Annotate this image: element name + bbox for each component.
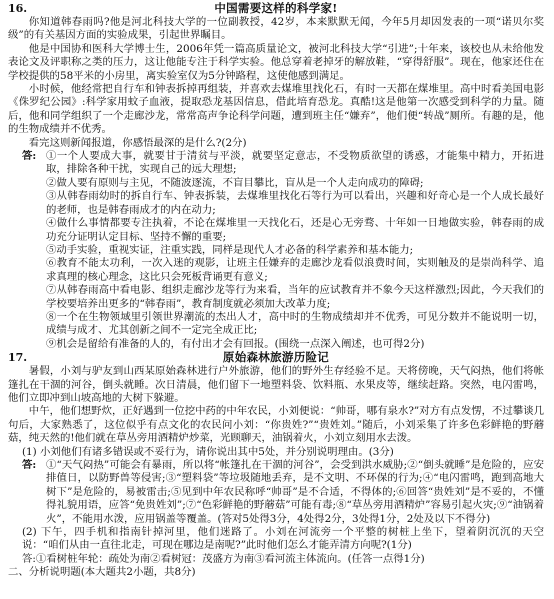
answer-point: ⑦从韩春雨高中看电影、组织走廊沙龙等行为来看，当年的应试教育并不象今天这样激烈;因此，今天我们的学校要培养出更多的“韩春雨”，教育制度就必须加大改革力度;	[46, 284, 544, 310]
q16-paragraph: 你知道韩春雨吗?他是河北科技大学的一位副教授，42岁，本来默默无闻，今年5月却因发表的一项“诺贝尔奖级”的有关基因方面的实验成果，引起世界瞩目。	[8, 16, 544, 42]
answer-point: ④做什么事情都要专注执着，不论在煤堆里一天找化石，还是心无旁骛、十年如一日地做实验，韩春雨的成功充分证明认定目标、坚持不懈的重要;	[46, 217, 544, 243]
q16-title: 中国需要这样的科学家!	[214, 1, 338, 15]
q16-answer-label: 答:	[22, 150, 37, 163]
q17-sub1-answer: ①“天气闷热”可能会有暴雨，所以将“帐篷扎在干涸的河谷”，会受到洪水威胁;②“倒头就睡”是危险的，应安排值日，以防野兽等侵害;③“塑料袋”等垃圾随地丢弃，是不文明、不环保的行为;④“电闪雷鸣，跑到高地大树下”是危险的，易被雷击;⑤见到中年农民称呼“帅哥”是不合适，不得体的;⑥回答“贵姓刘”是不妥的，不懂得礼貌用语，应答“免贵姓刘”;⑦“色彩鲜艳的野蘑菇”可能有毒;⑧“草丛旁用酒精炉”容易引起火灾;⑨“油锅着火”，不能用水泼，应用锅盖等覆盖。(答对5处得3分，4处得2分，3处得1分，2处及以下不得分)	[46, 459, 544, 525]
answer-point: ⑧一个在生物领域里引领世界潮流的杰出人才，高中时的生物成绩却并不优秀，可见分数并不能说明一切，成绩与成才、尤其创新之间不一定完全成正比;	[46, 310, 544, 337]
q17-answer-block	[8, 459, 544, 526]
answer-point: ⑨机会是留给有准备的人的，有付出才会有回报。(围绕一点深入阐述，也可得2分)	[46, 337, 425, 350]
q17-paragraph: 暑假，小刘与驴友到山西某原始森林进行户外旅游，他们的野外生存经验不足。天将傍晚，天气闷热，他们将帐篷扎在干涸的河谷，倒头就睡。次日清晨，他们留下一地塑料袋、饮料瓶、水果皮等，继续赶路。突然，电闪雷鸣，他们立即冲到山坡高地的大树下躲避。	[8, 365, 544, 404]
q16-question: 看完这则新闻报道，你感悟最深的是什么?(2分)	[28, 136, 247, 149]
q17-title: 原始森林旅游历险记	[222, 350, 330, 365]
q16-paragraph: 他是中国协和医科大学博士生，2006年凭一篇高质量论文，被河北科技大学“引进”;十年来，该校也从未给他发表论文及评职称之类的压力，这让他能专注于科学实验。他总穿着老掉牙的解放鞋，“穿得舒服”。现在，他家还住在学校提供的58平米的小房里，离实验室仅为5分钟路程，这使他感到满足。	[8, 42, 544, 82]
q16-number: 16.	[8, 2, 28, 15]
section-heading-partial: 二、分析说明题(本大题共2小题，共8分)	[8, 566, 196, 579]
q17-sub2-answer: 答:①看树桩年轮：疏处为南②看树冠：茂盛方为南③看河流主体流向。(任答一点得1分)	[22, 552, 425, 565]
answer-point: ⑥教育不能太功利，一次入迷的观影，让班主任嫌弃的走廊沙龙看似浪费时间，实则触及的是崇尚科学、追求真理的核心理念，这比只会死板背诵更有意义;	[46, 257, 544, 283]
q17-header	[8, 351, 544, 365]
q16-paragraph: 小时候，他经常把自行车和钟表拆掉再组装，并喜欢去煤堆里找化石，有时一天都在煤堆里。高中时看美国电影《侏罗纪公园》:科学家用蚊子血液，提取恐龙基因信息，借此培育恐龙。真酷!这是他第一次感受到科学的力量。随后，他和同学组织了一个走廊沙龙，常常高声争论科学问题，遭到班主任“嫌弃”，他们便“转战”厕所。有趣的是，他的生物成绩并不优秀。	[8, 83, 544, 136]
q17-sub1-question: (1) 小刘他们有诸多错误或不妥行为，请你说出其中5处，并分别说明理由。(3分)	[22, 445, 394, 458]
answer-point: ②做人要有原则与主见，不随波逐流，不盲目攀比，盲从是一个人走向成功的障碍;	[46, 176, 424, 189]
q17-answer-label: 答:	[22, 459, 37, 471]
q17-paragraph: 中午，他们想野炊，正好遇到一位挖中药的中年农民，小刘便说：“帅哥，哪有泉水?”对方有点发愣，不过攀谈几句后，大家熟悉了，这位似乎有点文化的农民问小刘：“你贵姓?”“贵姓刘。”随后，小刘采集了许多色彩鲜艳的野蘑菇，纯天然的!他们就在草丛旁用酒精炉炒菜，光顾聊天，油锅着火，小刘立刻用水去泼。	[8, 405, 544, 445]
q16-answer-block	[8, 150, 544, 351]
answer-point: ⑤动手实验，重视实证，注重实践，同样是现代人才必备的科学素养和基本能力;	[46, 243, 414, 256]
answer-point: ③从韩春雨幼时的拆自行车、钟表拆装，去煤堆里找化石等行为可以看出，兴趣和好奇心是一个人成长最好的老师，也是韩春雨成才的内在动力;	[46, 190, 544, 216]
q17-sub2-question: (2) 下午，四手机和指南针掉河里，他们迷路了。小刘在河流旁一个平整的树桩上坐下，望着阴沉沉的天空说：“咱们从由一直往北走，可现在哪边是南呢?”此时他们怎么才能弄清方向呢?(1分)	[22, 526, 544, 552]
q17-number: 17.	[8, 351, 28, 365]
q16-header	[8, 2, 544, 16]
answer-point: ①一个人要成大事，就要甘于清贫与平淡，就要坚定意志，不受物质欲望的诱惑，才能集中精力，开拓进取，排除各种干扰，实现自己的远大理想;	[46, 150, 544, 176]
